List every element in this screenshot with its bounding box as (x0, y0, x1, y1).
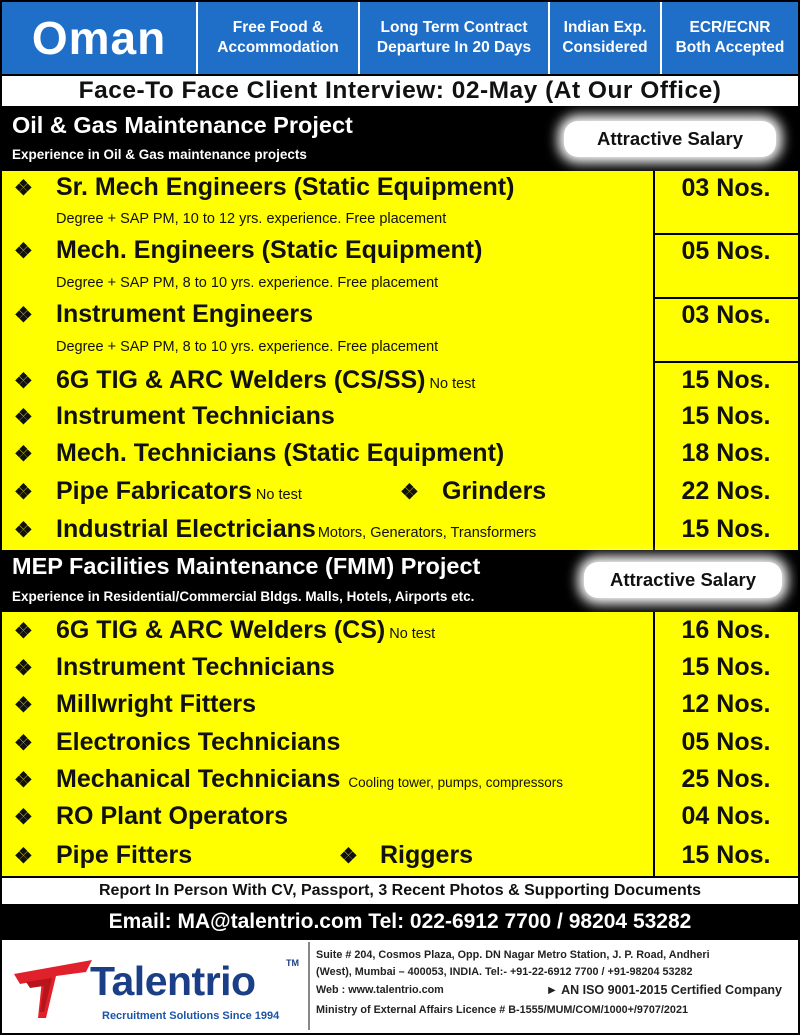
job-note: No test (389, 626, 436, 642)
salary-badge: Attractive Salary (564, 121, 776, 157)
logo-wordmark: Talentrio (90, 958, 256, 1004)
job-title: Instrument Technicians (56, 653, 335, 681)
header-cell-line: Departure In 20 Days (376, 39, 532, 56)
job-note: Motors, Generators, Transformers (317, 525, 537, 541)
bullet-icon: ❖ (14, 481, 33, 504)
header-cell-contract (360, 2, 550, 74)
job-detail: Degree + SAP PM, 10 to 12 yrs. experience. Free placement (56, 211, 447, 227)
bullet-icon: ❖ (14, 370, 33, 393)
project-subtitle: Experience in Oil & Gas maintenance projects (12, 147, 307, 162)
job-quantity: 12 Nos. (681, 690, 771, 718)
job-title (56, 366, 475, 395)
job-title: Pipe Fitters (56, 841, 193, 869)
bullet-icon: ❖ (14, 657, 33, 680)
job-title: Millwright Fitters (56, 690, 256, 718)
job-note: No test (429, 376, 476, 392)
job-title-text: 6G TIG & ARC Welders (CS/SS) (56, 366, 426, 394)
bullet-icon: ❖ (14, 304, 33, 327)
contact-bar: Email: MA@talentrio.com Tel: 022-6912 7700 / 98204 53282 (2, 904, 798, 940)
job-row (2, 726, 798, 763)
job-quantity: 15 Nos. (681, 366, 771, 394)
salary-badge: Attractive Salary (584, 562, 782, 598)
website-link[interactable]: Web : www.talentrio.com (316, 984, 444, 996)
header-cell-ecr (662, 2, 798, 74)
job-quantity: 22 Nos. (681, 477, 771, 505)
job-row (2, 171, 798, 233)
header-cell-line: Considered (562, 39, 648, 56)
job-row (2, 363, 798, 400)
job-title (56, 616, 435, 645)
job-row (2, 400, 798, 437)
header-cell-food (198, 2, 360, 74)
job-row (2, 298, 798, 361)
bullet-icon: ❖ (14, 177, 33, 200)
job-quantity: 03 Nos. (681, 301, 771, 329)
job-title: Mech. Engineers (Static Equipment) (56, 236, 483, 264)
job-title-text: 6G TIG & ARC Welders (CS) (56, 616, 386, 644)
job-title: Instrument Engineers (56, 300, 313, 328)
job-row (2, 800, 798, 837)
job-row (2, 475, 798, 512)
job-quantity: 03 Nos. (681, 174, 771, 202)
bullet-icon: ❖ (14, 240, 33, 263)
talentrio-logo-mark-icon (12, 952, 94, 1022)
iso-certification: ► AN ISO 9001-2015 Certified Company (545, 983, 782, 997)
job-title-secondary: Riggers (380, 841, 474, 869)
job-row (2, 688, 798, 726)
job-list-oil-gas (2, 171, 798, 550)
job-title-text: Industrial Electricians (56, 515, 316, 543)
job-quantity: 15 Nos. (681, 653, 771, 681)
job-quantity: 04 Nos. (681, 802, 771, 830)
job-title: RO Plant Operators (56, 802, 288, 830)
project-header-oil-gas (2, 108, 798, 171)
bullet-icon: ❖ (14, 519, 33, 542)
bullet-icon: ❖ (14, 845, 33, 868)
project-title: Oil & Gas Maintenance Project (12, 112, 353, 138)
job-row (2, 234, 798, 297)
bullet-icon: ❖ (14, 806, 33, 829)
report-instructions: Report In Person With CV, Passport, 3 Recent Photos & Supporting Documents (2, 876, 798, 904)
job-title (56, 515, 536, 544)
job-title (56, 477, 302, 506)
job-note: No test (255, 487, 302, 503)
bullet-icon: ❖ (14, 406, 33, 429)
country-title: Oman (2, 2, 198, 74)
project-subtitle: Experience in Residential/Commercial Bldgs. Malls, Hotels, Airports etc. (12, 589, 475, 604)
header-cell-line: ECR/ECNR (689, 19, 771, 36)
bullet-icon: ❖ (14, 443, 33, 466)
talentrio-logo (12, 946, 302, 1028)
job-row (2, 614, 798, 651)
header-cell-line: Long Term Contract (380, 19, 528, 36)
bullet-icon: ❖ (400, 481, 419, 504)
job-title-text: Pipe Fabricators (56, 477, 252, 505)
job-quantity: 15 Nos. (681, 515, 771, 543)
job-quantity: 18 Nos. (681, 439, 771, 467)
address-line: Suite # 204, Cosmos Plaza, Opp. DN Nagar Metro Station, J. P. Road, Andheri (316, 949, 710, 961)
web-line (316, 982, 794, 999)
job-note: Cooling tower, pumps, compressors (348, 775, 563, 790)
footer-divider (308, 942, 310, 1030)
job-detail: Degree + SAP PM, 8 to 10 yrs. experience. Free placement (56, 339, 439, 355)
job-row (2, 763, 798, 800)
bullet-icon: ❖ (14, 732, 33, 755)
project-title: MEP Facilities Maintenance (FMM) Project (12, 553, 481, 579)
job-detail: Degree + SAP PM, 8 to 10 yrs. experience. Free placement (56, 275, 439, 291)
bullet-icon: ❖ (339, 845, 358, 868)
job-title-secondary: Grinders (442, 477, 547, 505)
job-quantity: 15 Nos. (681, 402, 771, 430)
job-quantity: 05 Nos. (681, 237, 771, 265)
logo-tagline: Recruitment Solutions Since 1994 (102, 1010, 280, 1022)
job-quantity: 25 Nos. (681, 765, 771, 793)
company-address (316, 947, 794, 1018)
header-cell-line: Indian Exp. (563, 19, 647, 36)
job-row (2, 437, 798, 475)
header-cell-line: Free Food & (232, 19, 324, 36)
job-row (2, 838, 798, 876)
header-bar (2, 2, 798, 74)
job-title: Electronics Technicians (56, 728, 341, 756)
bullet-icon: ❖ (14, 620, 33, 643)
job-title (56, 765, 563, 794)
trademark-mark: TM (286, 958, 299, 968)
header-cell-experience (550, 2, 662, 74)
project-header-mep (2, 550, 798, 612)
job-title: Instrument Technicians (56, 402, 335, 430)
job-quantity: 05 Nos. (681, 728, 771, 756)
job-title: Mech. Technicians (Static Equipment) (56, 439, 505, 467)
header-cell-line: Both Accepted (675, 39, 785, 56)
job-title-text: Mechanical Technicians (56, 765, 341, 793)
job-quantity: 15 Nos. (681, 841, 771, 869)
bullet-icon: ❖ (14, 769, 33, 792)
interview-banner: Face-To Face Client Interview: 02-May (At Our Office) (2, 74, 798, 108)
job-quantity: 16 Nos. (681, 616, 771, 644)
job-row (2, 512, 798, 550)
bullet-icon: ❖ (14, 694, 33, 717)
address-line: (West), Mumbai – 400053, INDIA. Tel:- +91-22-6912 7700 / +91-98204 53282 (316, 965, 693, 978)
licence-line: Ministry of External Affairs Licence # B-1555/MUM/COM/1000+/9707/2021 (316, 1003, 688, 1016)
company-footer (2, 940, 798, 1033)
job-list-mep (2, 612, 798, 876)
header-cell-line: Accommodation (217, 39, 339, 56)
job-title: Sr. Mech Engineers (Static Equipment) (56, 173, 515, 201)
job-row (2, 651, 798, 688)
